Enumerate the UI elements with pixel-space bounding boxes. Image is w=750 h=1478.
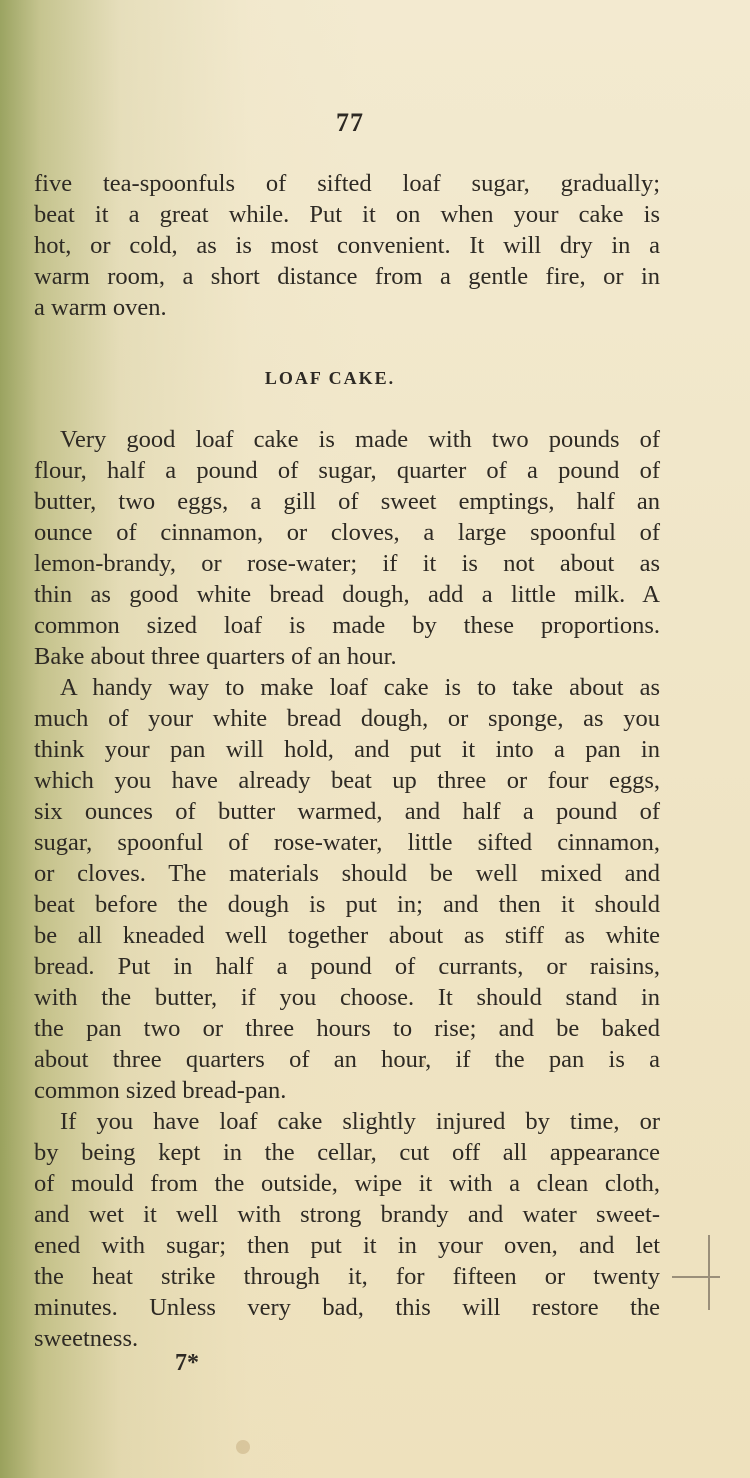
text-line: common sized loaf is made by these proportions. bbox=[34, 612, 660, 639]
text-line: of mould from the outside, wipe it with a clean cloth, bbox=[34, 1170, 660, 1197]
text-line: or cloves. The materials should be well mixed and bbox=[34, 860, 660, 887]
text-line: six ounces of butter warmed, and half a pound of bbox=[34, 798, 660, 825]
text-line: five tea-spoonfuls of sifted loaf sugar, gradually; bbox=[34, 170, 660, 197]
text-line: and wet it well with strong brandy and water sweet- bbox=[34, 1201, 660, 1228]
paper-stain bbox=[236, 1440, 250, 1454]
text-line: about three quarters of an hour, if the pan is a bbox=[34, 1046, 660, 1073]
text-line: be all kneaded well together about as stiff as white bbox=[34, 922, 660, 949]
text-line: common sized bread-pan. bbox=[34, 1077, 287, 1104]
text-line: sweetness. bbox=[34, 1325, 139, 1352]
text-line: Bake about three quarters of an hour. bbox=[34, 643, 397, 670]
text-line: the heat strike through it, for fifteen or twenty bbox=[34, 1263, 660, 1290]
text-line: warm room, a short distance from a gentle fire, or in bbox=[34, 263, 660, 290]
text-line: with the butter, if you choose. It should stand in bbox=[34, 984, 660, 1011]
text-line: minutes. Unless very bad, this will restore the bbox=[34, 1294, 660, 1321]
text-line: beat it a great while. Put it on when your cake is bbox=[34, 201, 660, 228]
text-line: by being kept in the cellar, cut off all appearance bbox=[34, 1139, 660, 1166]
margin-mark bbox=[708, 1235, 710, 1310]
signature-mark: 7* bbox=[175, 1350, 199, 1376]
text-line: think your pan will hold, and put it into a pan in bbox=[34, 736, 660, 763]
text-line: bread. Put in half a pound of currants, or raisins, bbox=[34, 953, 660, 980]
text-line: much of your white bread dough, or sponge, as you bbox=[34, 705, 660, 732]
text-line: beat before the dough is put in; and then it should bbox=[34, 891, 660, 918]
text-line: ounce of cinnamon, or cloves, a large spoonful of bbox=[34, 519, 660, 546]
text-line: A handy way to make loaf cake is to take about as bbox=[60, 674, 660, 701]
margin-mark bbox=[672, 1276, 720, 1278]
text-line: butter, two eggs, a gill of sweet emptings, half an bbox=[34, 488, 660, 515]
text-line: ened with sugar; then put it in your oven, and let bbox=[34, 1232, 660, 1259]
text-line: hot, or cold, as is most convenient. It will dry in a bbox=[34, 232, 660, 259]
text-line: which you have already beat up three or four eggs, bbox=[34, 767, 660, 794]
section-heading: LOAF CAKE. bbox=[264, 368, 396, 388]
text-line: thin as good white bread dough, add a little milk. A bbox=[34, 581, 660, 608]
text-line: a warm oven. bbox=[34, 294, 167, 321]
text-line: flour, half a pound of sugar, quarter of a pound of bbox=[34, 457, 660, 484]
page-number: 77 bbox=[336, 108, 364, 137]
top-paragraph bbox=[34, 168, 660, 323]
text-line: sugar, spoonful of rose-water, little sifted cinnamon, bbox=[34, 829, 660, 856]
main-text bbox=[34, 424, 660, 1354]
text-line: Very good loaf cake is made with two pounds of bbox=[60, 426, 660, 453]
text-line: lemon-brandy, or rose-water; if it is not about as bbox=[34, 550, 660, 577]
text-line: the pan two or three hours to rise; and be baked bbox=[34, 1015, 660, 1042]
text-line: If you have loaf cake slightly injured by time, or bbox=[60, 1108, 660, 1135]
